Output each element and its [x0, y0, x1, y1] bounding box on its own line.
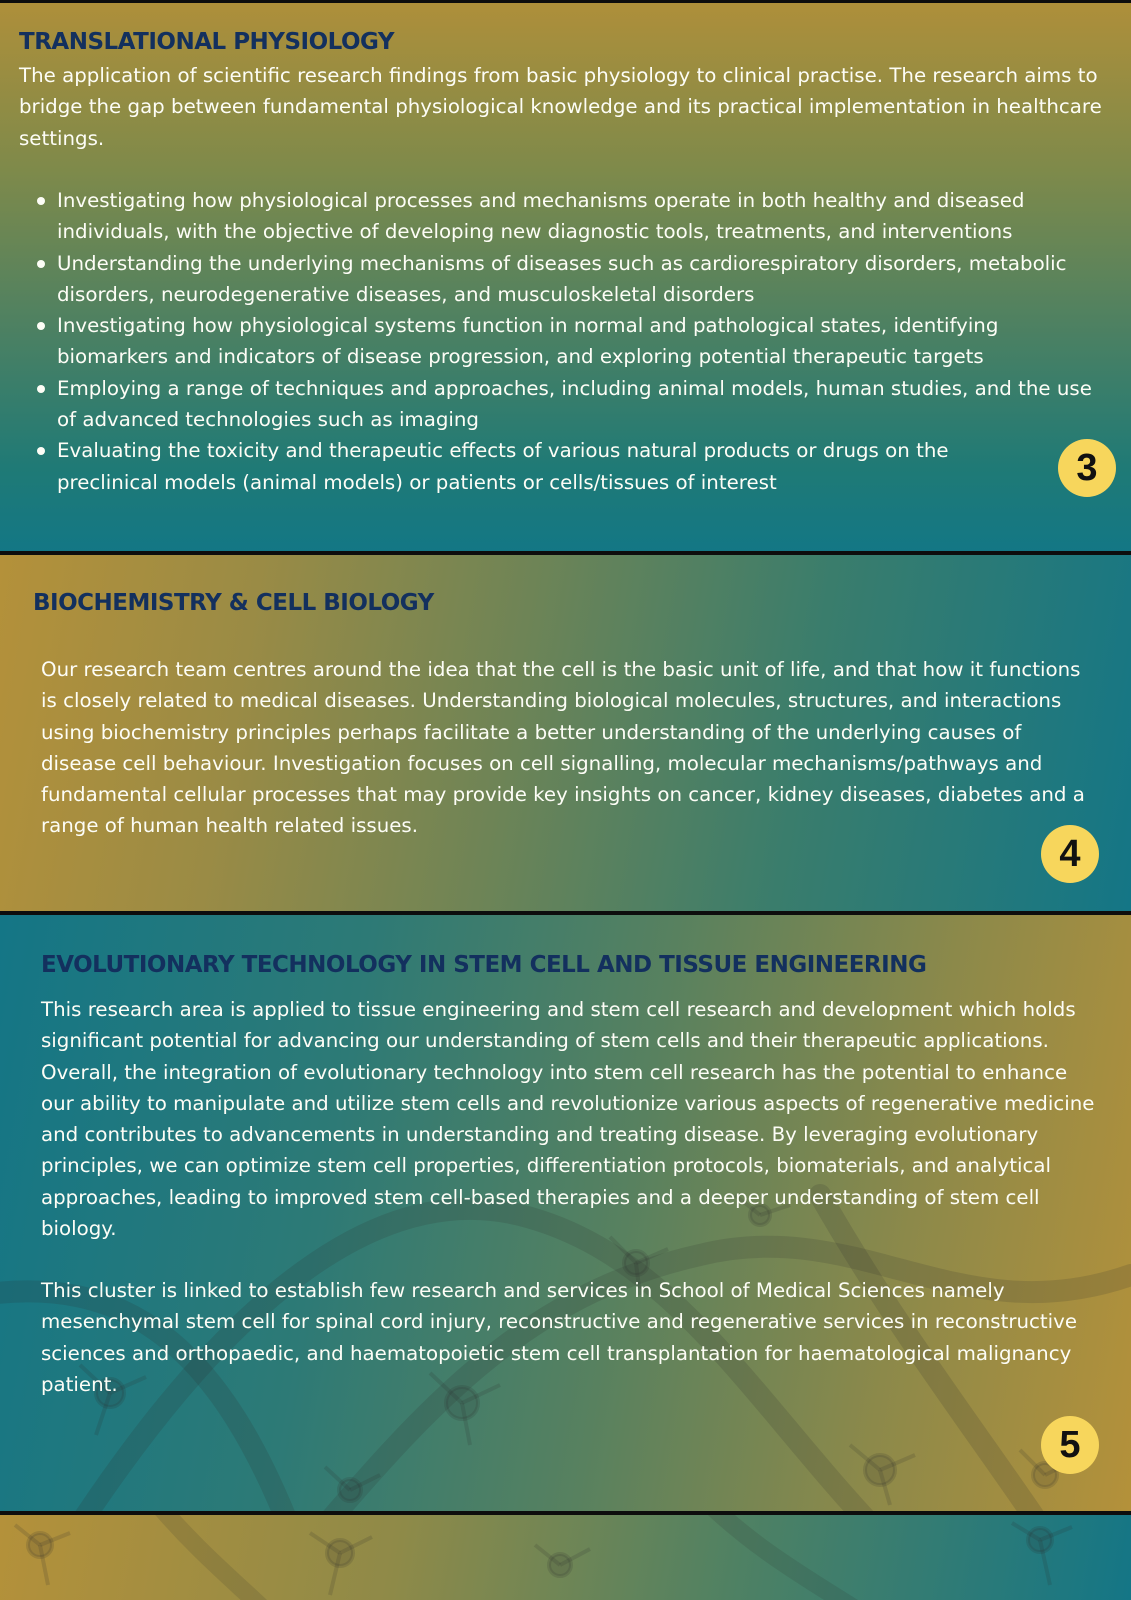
section-body-1: This research area is applied to tissue engineering and stem cell research and development which holds significant potential for advancing our understanding of stem cells and their therapeutic applications. Overall, the integration of evolutionary technology into stem cell research has the potential to enhance our ability to manipulate and utilize stem cells and revolutionize various aspects of regenerative medicine and contributes to advancements in understanding and treating disease. By leveraging evolutionary principles, we can optimize stem cell properties, differentiation protocols, biomaterials, and analytical approaches, leading to improved stem cell-based therapies and a deeper understanding of stem cell biology.	[41, 998, 1095, 1241]
bullet-item: Investigating how physiological processes and mechanisms operate in both healthy and diseased individuals, with the objective of developing new diagnostic tools, treatments, and interventions	[19, 185, 1114, 248]
bullet-item: Evaluating the toxicity and therapeutic effects of various natural products or drugs on the preclinical models (animal models) or patients or cells/tissues of interest	[19, 435, 1114, 498]
bullet-item: Understanding the underlying mechanisms of diseases such as cardiorespiratory disorders, metabolic disorders, neurodegenerative diseases, and musculoskeletal disorders	[19, 248, 1114, 311]
page-number-badge: 4	[1041, 825, 1099, 883]
bullet-item: Employing a range of techniques and approaches, including animal models, human studies, and the use of advanced technologies such as imaging	[19, 373, 1114, 436]
page-number-badge: 3	[1058, 439, 1116, 497]
section-title: BIOCHEMISTRY & CELL BIOLOGY	[33, 590, 434, 616]
section-decorative-footer	[0, 1515, 1131, 1600]
section-intro: The application of scientific research findings from basic physiology to clinical practise. The research aims to bridge the gap between fundamental physiological knowledge and its practical implementation in healthcare settings.	[19, 64, 1102, 150]
section-biochemistry-cell-biology	[0, 555, 1131, 911]
molecule-pattern-illustration	[0, 1515, 1131, 1600]
section-stem-cell-tissue-engineering	[0, 915, 1131, 1511]
section-title: EVOLUTIONARY TECHNOLOGY IN STEM CELL AND TISSUE ENGINEERING	[41, 952, 927, 978]
section-body: Our research team centres around the idea that the cell is the basic unit of life, and that how it functions is closely related to medical diseases. Understanding biological molecules, structures, and interactions using biochemistry principles perhaps facilitate a better understanding of the underlying causes of disease cell behaviour. Investigation focuses on cell signalling, molecular mechanisms/pathways and fundamental cellular processes that may provide key insights on cancer, kidney diseases, diabetes and a range of human health related issues.	[41, 658, 1085, 838]
bullet-item: Investigating how physiological systems function in normal and pathological states, identifying biomarkers and indicators of disease progression, and exploring potential therapeutic targets	[19, 310, 1114, 373]
bullet-list	[19, 185, 1114, 498]
section-title: TRANSLATIONAL PHYSIOLOGY	[19, 29, 395, 55]
section-translational-physiology	[0, 3, 1131, 551]
section-body-2: This cluster is linked to establish few research and services in School of Medical Sciences namely mesenchymal stem cell for spinal cord injury, reconstructive and regenerative services in reconstructive sciences and orthopaedic, and haematopoietic stem cell transplantation for haematological malignancy patient.	[41, 1279, 1078, 1396]
page-number-badge: 5	[1041, 1416, 1099, 1474]
